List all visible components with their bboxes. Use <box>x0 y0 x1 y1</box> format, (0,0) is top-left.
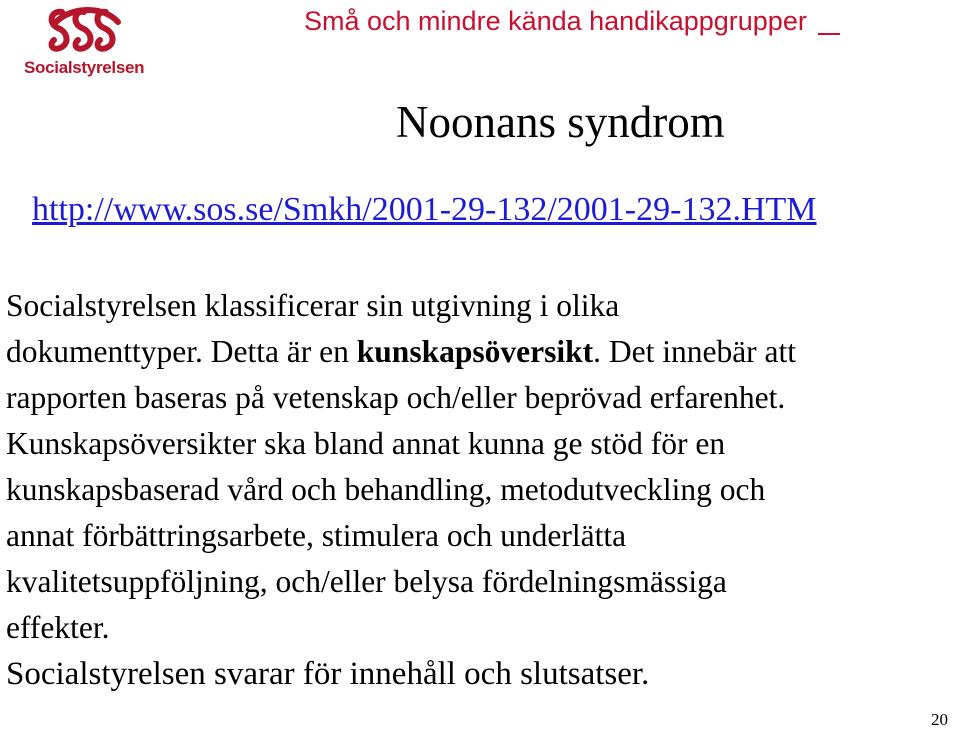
logo-text: Socialstyrelsen <box>24 58 145 77</box>
body-line <box>6 329 956 375</box>
header-rule <box>818 33 840 35</box>
source-link[interactable]: http://www.sos.se/Smkh/2001-29-132/2001-29-132.HTM <box>32 191 817 228</box>
bold-term: kunskapsöversikt <box>356 334 594 369</box>
body-line: Kunskapsöversikter ska bland annat kunna ge stöd för en <box>6 426 726 461</box>
body-line: kvalitetsuppföljning, och/eller belysa fördelningsmässiga <box>6 564 727 599</box>
body-line: annat förbättringsarbete, stimulera och underlätta <box>6 518 627 553</box>
body-line-text: . Det innebär att <box>593 334 797 369</box>
header-title: Små och mindre kända handikappgrupper <box>304 6 807 36</box>
body-line: kunskapsbaserad vård och behandling, metodutveckling och <box>6 472 766 507</box>
body-line-text: dokumenttyper. Detta är en <box>6 334 357 369</box>
body-line: Socialstyrelsen svarar för innehåll och slutsatser. <box>6 656 650 692</box>
body-line: Socialstyrelsen klassificerar sin utgivning i olika <box>6 288 620 323</box>
slide-title: Noonans syndrom <box>396 97 725 147</box>
page-number: 20 <box>931 710 948 729</box>
body-line: rapporten baseras på vetenskap och/eller beprövad erfarenhet. <box>6 380 786 415</box>
body-line: effekter. <box>6 610 110 645</box>
body-text <box>6 283 956 697</box>
